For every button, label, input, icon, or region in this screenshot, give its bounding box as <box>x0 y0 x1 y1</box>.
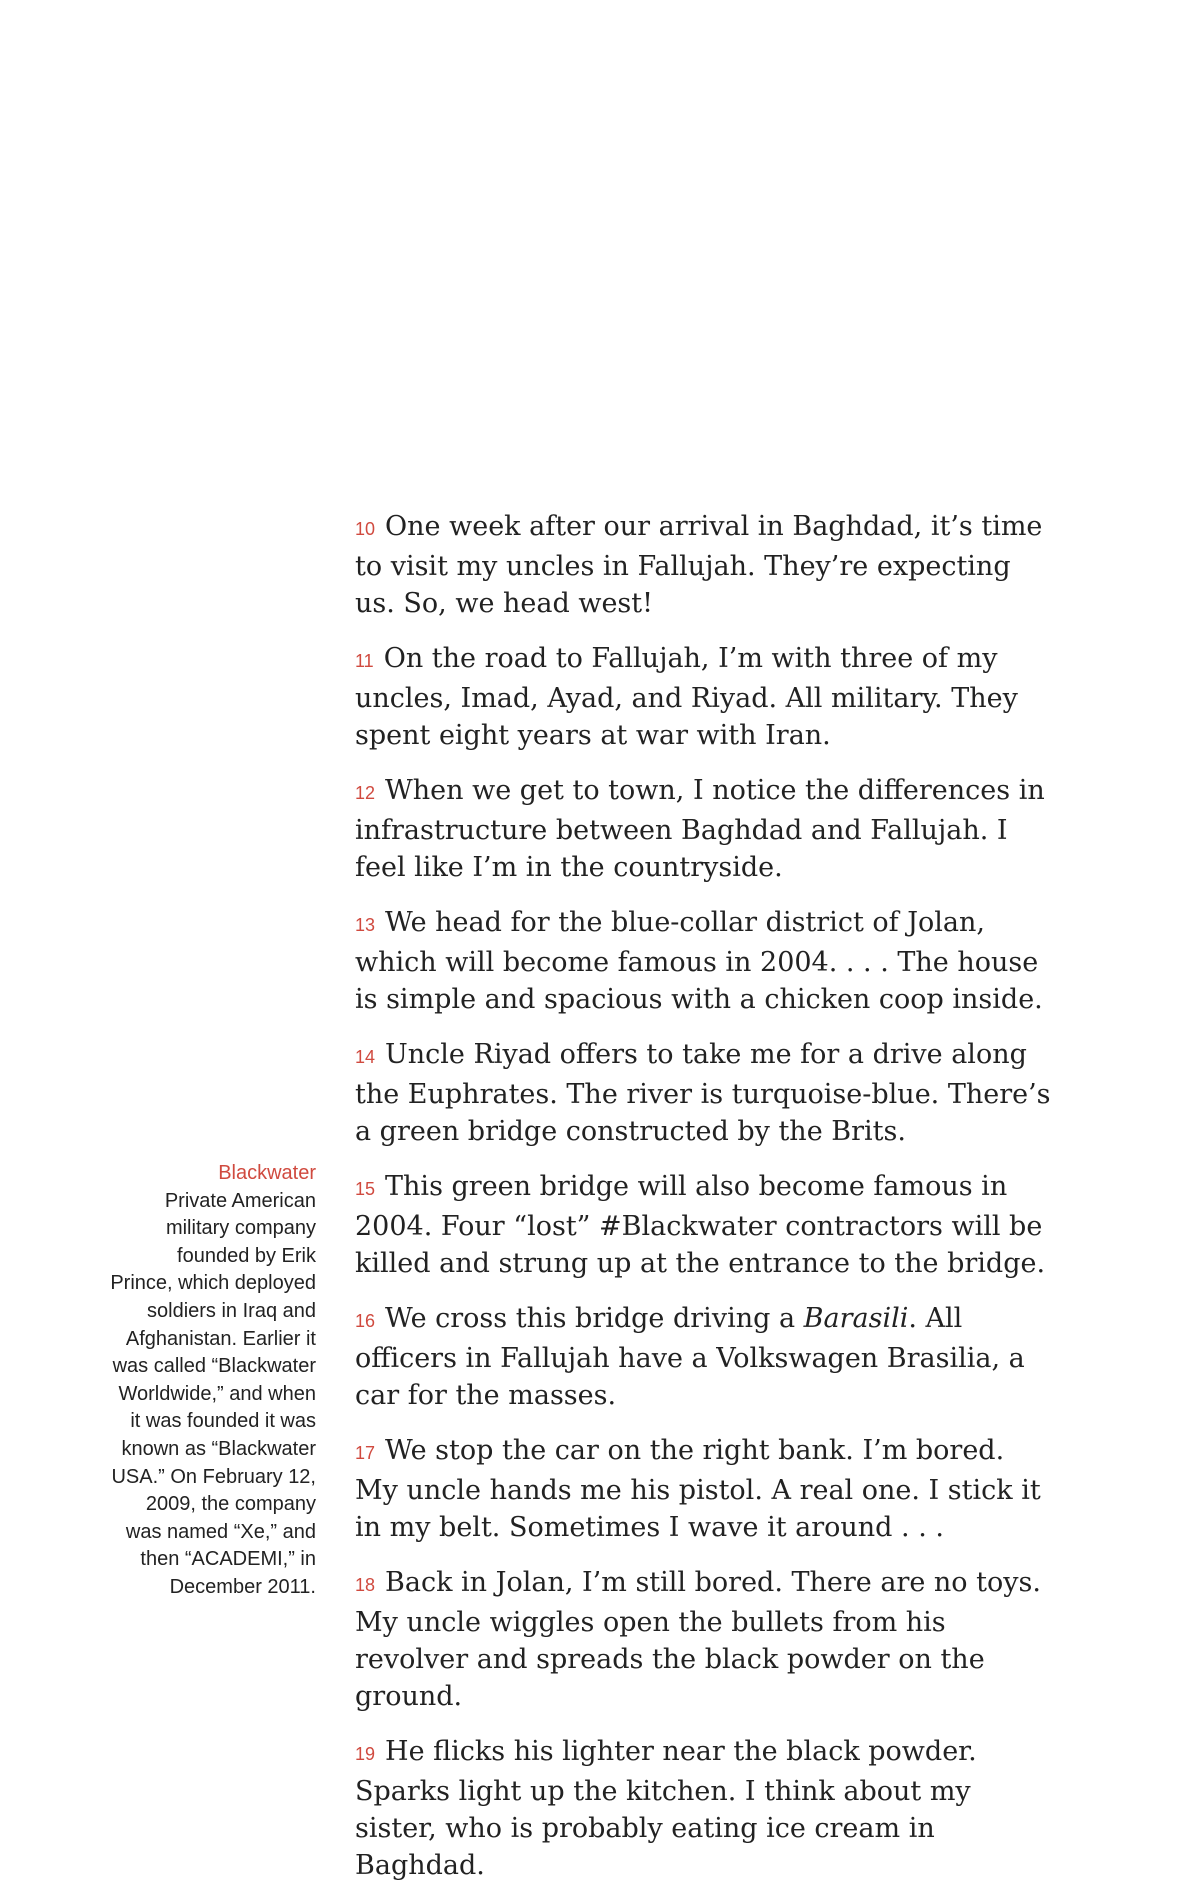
paragraph-text: We head for the blue-collar district of Jolan, which will become famous in 2004. . . . The house is simple and spacious with a chicken coop inside. <box>355 907 1043 1015</box>
main-text <box>355 508 1055 1902</box>
paragraph-13 <box>355 904 1055 1018</box>
paragraph-text: He flicks his lighter near the black powder. Sparks light up the kitchen. I think about my sister, who is probably eating ice cream in Baghdad. <box>355 1736 977 1881</box>
paragraph-text-after: . All officers in Fallujah have a Volkswagen Brasilia, a car for the masses. <box>355 1303 1025 1411</box>
paragraph-number: 11 <box>355 651 374 671</box>
paragraph-11 <box>355 640 1055 754</box>
paragraph-number: 17 <box>355 1443 376 1463</box>
paragraph-text: One week after our arrival in Baghdad, it’s time to visit my uncles in Fallujah. They’re expecting us. So, we head west! <box>355 511 1043 619</box>
paragraph-number: 14 <box>355 1047 376 1067</box>
paragraph-12 <box>355 772 1055 886</box>
car-name-italic: Barasili <box>803 1303 909 1334</box>
paragraph-number: 16 <box>355 1311 376 1331</box>
paragraph-number: 15 <box>355 1179 376 1199</box>
paragraph-17 <box>355 1432 1055 1546</box>
paragraph-text: When we get to town, I notice the differences in infrastructure between Baghdad and Fallujah. I feel like I’m in the countryside. <box>355 775 1045 883</box>
paragraph-text: This green bridge will also become famous in 2004. Four “lost” #Blackwater contractors will be killed and strung up at the entrance to the bridge. <box>355 1171 1046 1279</box>
paragraph-number: 18 <box>355 1575 376 1595</box>
paragraph-number: 12 <box>355 783 376 803</box>
paragraph-18 <box>355 1564 1055 1715</box>
paragraph-text: We stop the car on the right bank. I’m bored. My uncle hands me his pistol. A real one. I stick it in my belt. Sometimes I wave it around . . . <box>355 1435 1041 1543</box>
paragraph-14 <box>355 1036 1055 1150</box>
paragraph-text: On the road to Fallujah, I’m with three of my uncles, Imad, Ayad, and Riyad. All military. They spent eight years at war with Iran. <box>355 643 1018 751</box>
paragraph-number: 19 <box>355 1744 376 1764</box>
sidenote-term: Blackwater <box>218 1162 316 1184</box>
sidenote-body: Private American military company founded by Erik Prince, which deployed soldiers in Iraq and Afghanistan. Earlier it was called “Blackwater Worldwide,” and when it was founded it was known as “Blackwater USA.” On February 12, 2009, the company was named “Xe,” and then “ACADEMI,” in December 2011. <box>110 1189 316 1598</box>
paragraph-16 <box>355 1300 1055 1414</box>
paragraph-19 <box>355 1733 1055 1884</box>
paragraph-number: 10 <box>355 519 376 539</box>
paragraph-10 <box>355 508 1055 622</box>
paragraph-text-before: We cross this bridge driving a <box>385 1303 804 1334</box>
paragraph-text: Uncle Riyad offers to take me for a drive along the Euphrates. The river is turquoise-blue. There’s a green bridge constructed by the Brits. <box>355 1039 1051 1147</box>
paragraph-15 <box>355 1168 1055 1282</box>
paragraph-number: 13 <box>355 915 376 935</box>
paragraph-text: Back in Jolan, I’m still bored. There are no toys. My uncle wiggles open the bullets from his revolver and spreads the black powder on the ground. <box>355 1567 1041 1712</box>
sidenote-blackwater <box>110 1160 316 1602</box>
